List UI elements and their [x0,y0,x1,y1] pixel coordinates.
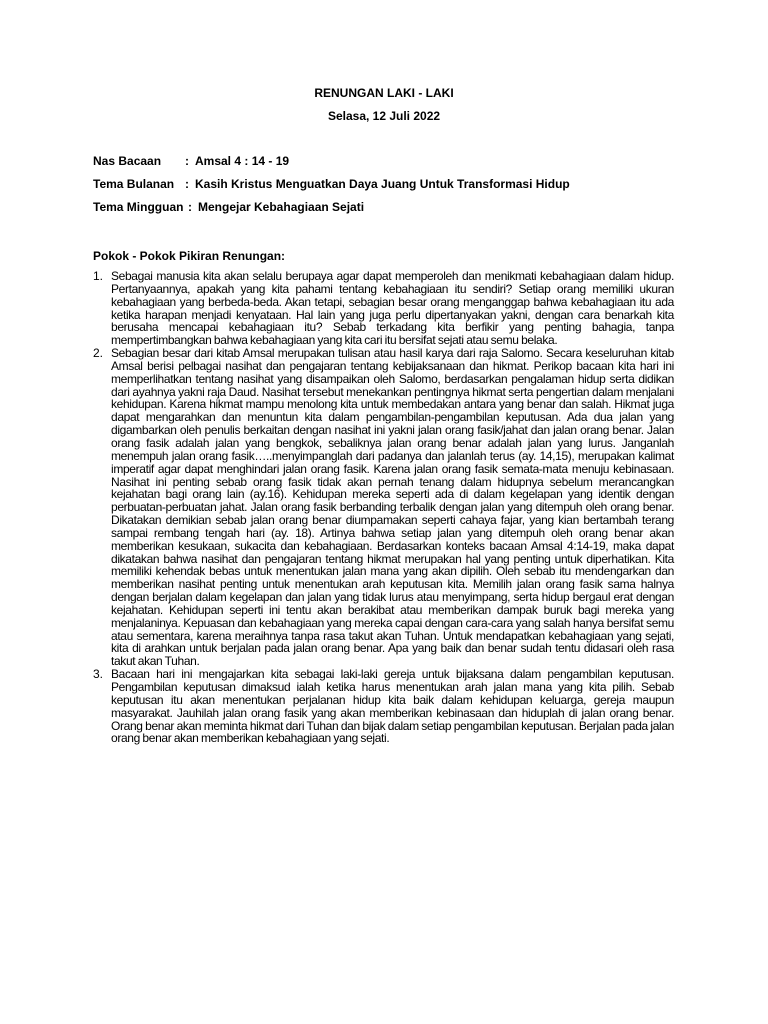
meta-label: Tema Mingguan [93,200,184,214]
list-item-text: Sebagian besar dari kitab Amsal merupakan tulisan atau hasil karya dari raja Salomo. Secara keseluruhan kitab Amsal berisi pelbagai nasihat dan pengajaran tentang kebijaksanaan dan hikmat. Perikop bacaan kita hari ini memperlihatkan tentang nasihat yang disampaikan oleh Salomo, berdasarkan pengalaman hidup serta didikan dari ayahnya yakni raja Daud. Nasihat tersebut menekankan pentingnya hikmat serta pengertian dalam menjalani kehidupan. Karena hikmat mampu menolong kita untuk membedakan antara yang benar dan salah. Hikmat juga dapat mengarahkan dan menuntun kita dalam pengambilan-pengambilan keputusan. Ada dua jalan yang digambarkan oleh penulis berkaitan dengan nasihat ini yakni jalan orang fasik/jahat dan jalan orang benar. Jalan orang fasik adalah jalan yang bengkok, sebaliknya jalan orang benar adalah jalan yang lurus. Janganlah menempuh jalan orang fasik…..menyimpanglah dari padanya dan jalanlah terus (ay. 14,15), merupakan kalimat imperatif agar dapat menghindari jalan orang fasik. Karena jalan orang fasik semata-mata menuju kebinasaan. Nasihat ini penting sebab orang fasik tidak akan pernah tenang dalam hidupnya sebelum merancangkan kejahatan bagi orang lain (ay.16). Kehidupan mereka seperti ada di dalam kegelapan yang identik dengan perbuatan-perbuatan jahat. Jalan orang fasik berbanding terbalik dengan jalan yang ditempuh oleh orang benar. Dikatakan demikian sebab jalan orang benar diumpamakan seperti cahaya fajar, yang kian bertambah terang sampai rembang tengah hari (ay. 18). Artinya bahwa setiap jalan yang ditempuh oleh orang benar akan memberikan kesukaan, sukacita dan kebahagiaan. Berdasarkan konteks bacaan Amsal 4:14-19, maka dapat dikatakan bahwa nasihat dan pengajaran tentang hikmat merupakan hal yang penting untuk diperhatikan. Kita memiliki kehendak bebas untuk menentukan jalan mana yang akan dipilih. Oleh sebab itu mendengarkan dan memberikan nasihat penting untuk menentukan arah keputusan kita. Memilih jalan orang fasik sama halnya dengan berjalan dalam kegelapan dan jalan yang tidak lurus atau menyimpang, serta hidup bergaul erat dengan kejahatan. Kehidupan seperti ini tentu akan berakibat atau memberikan dampak buruk bagi mereka yang menjalaninya. Kepuasan dan kebahagiaan yang mereka capai dengan cara-cara yang salah hanya bersifat semu atau sementara, karena meraihnya tanpa rasa takut akan Tuhan. Untuk mendapatkan kebahagiaan yang sejati, kita di arahkan untuk berjalan pada jalan orang benar. Apa yang baik dan benar sudah tentu didasari oleh rasa takut akan Tuhan. [111,346,674,669]
list-item [93,270,674,347]
meta-value: Mengejar Kebahagiaan Sejati [198,200,365,214]
document-date: Selasa, 12 Juli 2022 [327,109,441,123]
meta-value: Kasih Kristus Menguatkan Daya Juang Untuk Transformasi Hidup [195,177,570,191]
meta-label: Tema Bulanan [93,177,175,191]
meta-separator: : [188,200,192,214]
list-item-number: 2. [93,346,104,361]
list-item-number: 1. [93,269,104,283]
meta-row-nas-bacaan [93,154,693,168]
list-item-text: Bacaan hari ini mengajarkan kita sebagai laki-laki gereja untuk bijaksana dalam pengambilan keputusan. Pengambilan keputusan dimaksud ialah ketika harus menentukan arah jalan mana yang kita pilih. Sebab keputusan itu akan menentukan perjalanan hidup kita baik dalam kehidupan keluarga, gereja maupun masyarakat. Jauhilah jalan orang fasik yang akan memberikan kebinasaan dan hiduplah di jalan orang benar. Orang benar akan meminta hikmat dari Tuhan dan bijak dalam setiap pengambilan keputusan. Berjalan pada jalan orang benar akan memberikan kebahagiaan yang sejati. [111,667,674,746]
list-item [93,347,674,668]
list-item [93,668,674,745]
document-title: RENUNGAN LAKI - LAKI [314,86,454,100]
points-list [93,270,674,745]
section-heading: Pokok - Pokok Pikiran Renungan: [93,249,286,263]
meta-row-tema-mingguan [93,200,693,214]
list-item-number: 3. [93,667,104,682]
meta-value: Amsal 4 : 14 - 19 [195,154,290,168]
meta-label: Nas Bacaan [93,154,162,168]
list-item-text: Sebagai manusia kita akan selalu berupaya agar dapat memperoleh dan menikmati kebahagiaan dalam hidup. Pertanyaannya, apakah yang kita pahami tentang kebahagiaan itu sendiri? Setiap orang memiliki ukuran kebahagiaan yang berbeda-beda. Akan tetapi, sebagian besar orang menganggap bahwa kebahagiaan itu ada ketika harapan menjadi kenyataan. Hal lain yang juga perlu dipertanyakan yakni, dengan cara benarkah kita berusaha mencapai kebahagiaan itu? Sebab terkadang kita berfikir yang penting bahagia, tanpa mempertimbangkan bahwa kebahagiaan yang kita cari itu bersifat sejati atau semu belaka. [111,269,674,348]
meta-row-tema-bulanan [93,177,693,191]
meta-separator: : [185,154,189,168]
meta-separator: : [185,177,189,191]
